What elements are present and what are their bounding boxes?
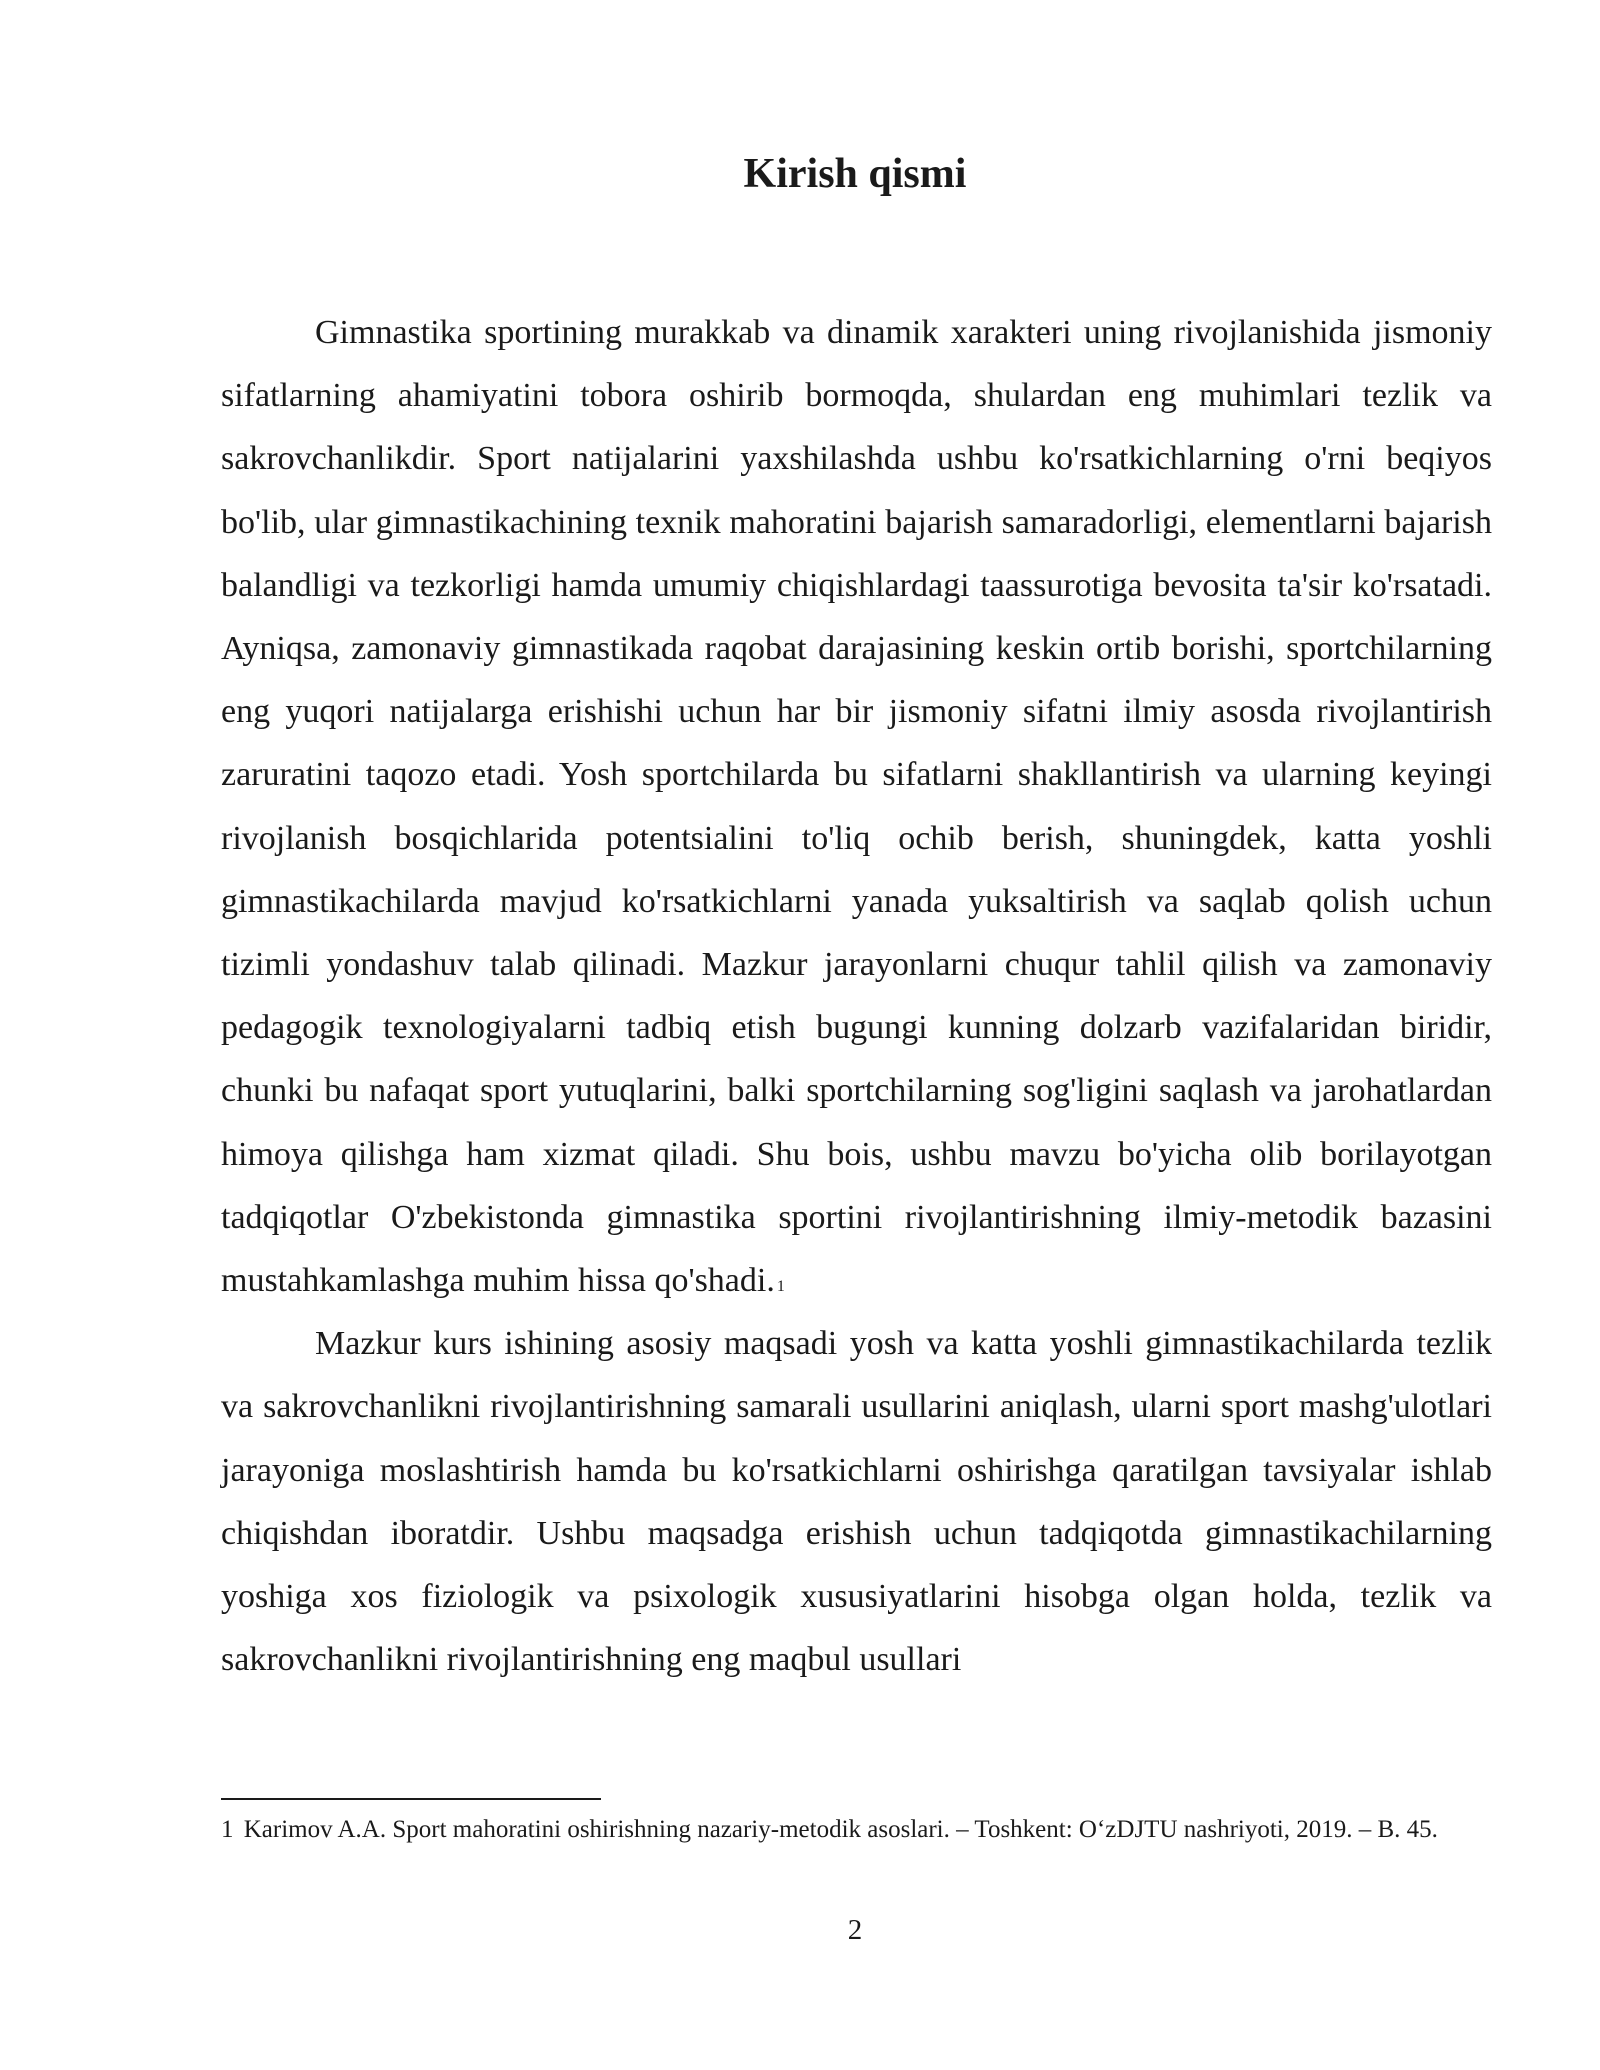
paragraph (221, 1312, 1492, 1691)
page-title: Kirish qismi (743, 151, 967, 197)
footnote-separator (221, 1798, 601, 1800)
footnote-reference[interactable]: 1 (776, 1278, 785, 1296)
footnote (221, 1812, 1492, 1848)
footnote-text: Karimov A.A. Sport mahoratini oshirishning nazariy-metodik asoslari. – Toshkent: O‘zDJTU nashriyoti, 2019. – B. 45. (243, 1816, 1438, 1843)
paragraph-text: Gimnastika sportining murakkab va dinamik xarakteri uning rivojlanishida jismoniy sifatlarning ahamiyatini tobora oshirib bormoqda, shulardan eng muhimlari tezlik va sakrovchanlikdir. Sport natijalarini yaxshilashda ushbu ko'rsatkichlarning o'rni beqiyos bo'lib, ular gimnastikachining texnik mahoratini bajarish samaradorligi, elementlarni bajarish balandligi va tezkorligi hamda umumiy chiqishlardagi taassurotiga bevosita ta'sir ko'rsatadi. Ayniqsa, zamonaviy gimnastikada raqobat darajasining keskin ortib borishi, sportchilarning eng yuqori natijalarga erishishi uchun har bir jismoniy sifatni ilmiy asosda rivojlantirish zaruratini taqozo etadi. Yosh sportchilarda bu sifatlarni shakllantirish va ularning keyingi rivojlanish bosqichlarida potentsialini to'liq ochib berish, shuningdek, katta yoshli gimnastikachilarda mavjud ko'rsatkichlarni yanada yuksaltirish va saqlab qolish uchun tizimli yondashuv talab qilinadi. Mazkur jarayonlarni chuqur tahlil qilish va zamonaviy pedagogik texnologiyalarni tadbiq etish bugungi kunning dolzarb vazifalaridan biridir, chunki bu nafaqat sport yutuqlarini, balki sportchilarning sog'ligini saqlash va jarohatlardan himoya qilishga ham xizmat qiladi. Shu bois, ushbu mavzu bo'yicha olib borilayotgan tadqiqotlar O'zbekistonda gimnastika sportini rivojlantirishning ilmiy-metodik bazasini mustahkamlashga muhim hissa qo'shadi. (221, 314, 1492, 1300)
paragraph (221, 301, 1492, 1312)
body-text (221, 301, 1492, 1691)
page-number: 2 (847, 1914, 863, 1946)
paragraph-text: Mazkur kurs ishining asosiy maqsadi yosh va katta yoshli gimnastikachilarda tezlik va sakrovchanlikni rivojlantirishning samarali usullarini aniqlash, ularni sport mashg'ulotlari jarayoniga moslashtirish hamda bu ko'rsatkichlarni oshirishga qaratilgan tavsiyalar ishlab chiqishdan iboratdir. Ushbu maqsadga erishish uchun tadqiqotda gimnastikachilarning yoshiga xos fiziologik va psixologik xususiyatlarini hisobga olgan holda, tezlik va sakrovchanlikni rivojlantirishning eng maqbul usullari (221, 1325, 1492, 1679)
footnote-number: 1 (221, 1816, 234, 1843)
